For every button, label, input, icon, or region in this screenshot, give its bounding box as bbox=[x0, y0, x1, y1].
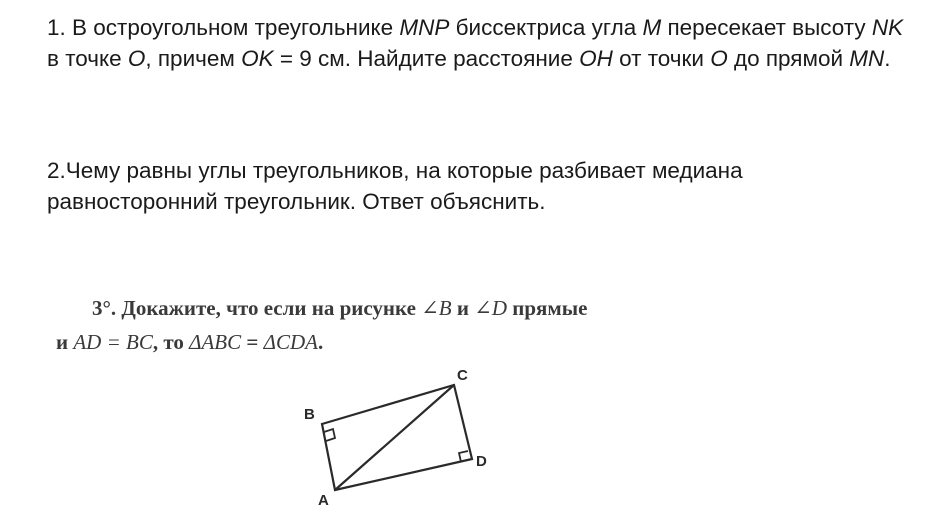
problem-3-line-1: 3°. Докажите, что если на рисунке ∠B и ∠D прямые bbox=[92, 296, 588, 320]
label-c: C bbox=[457, 367, 468, 384]
diagonal-ac bbox=[335, 385, 454, 490]
label-b: B bbox=[304, 406, 315, 423]
label-a: A bbox=[318, 492, 329, 509]
quadrilateral-abcd bbox=[322, 385, 472, 490]
problem-1-text: 1. В остроугольном треугольнике MNP биссектриса угла M пересекает высоту NK в точке O, причем OK = 9 см. Найдите расстояние OH от точки O до прямой MN. bbox=[47, 15, 904, 71]
problem-3-line-2: и AD = BC, то ΔABC = ΔCDA. bbox=[56, 330, 324, 354]
quadrilateral-figure bbox=[290, 360, 510, 520]
problem-2-text: 2.Чему равны углы треугольников, на которые разбивает медиана равносторонний треугольник. Ответ объяснить. bbox=[47, 158, 743, 214]
label-d: D bbox=[476, 453, 487, 470]
